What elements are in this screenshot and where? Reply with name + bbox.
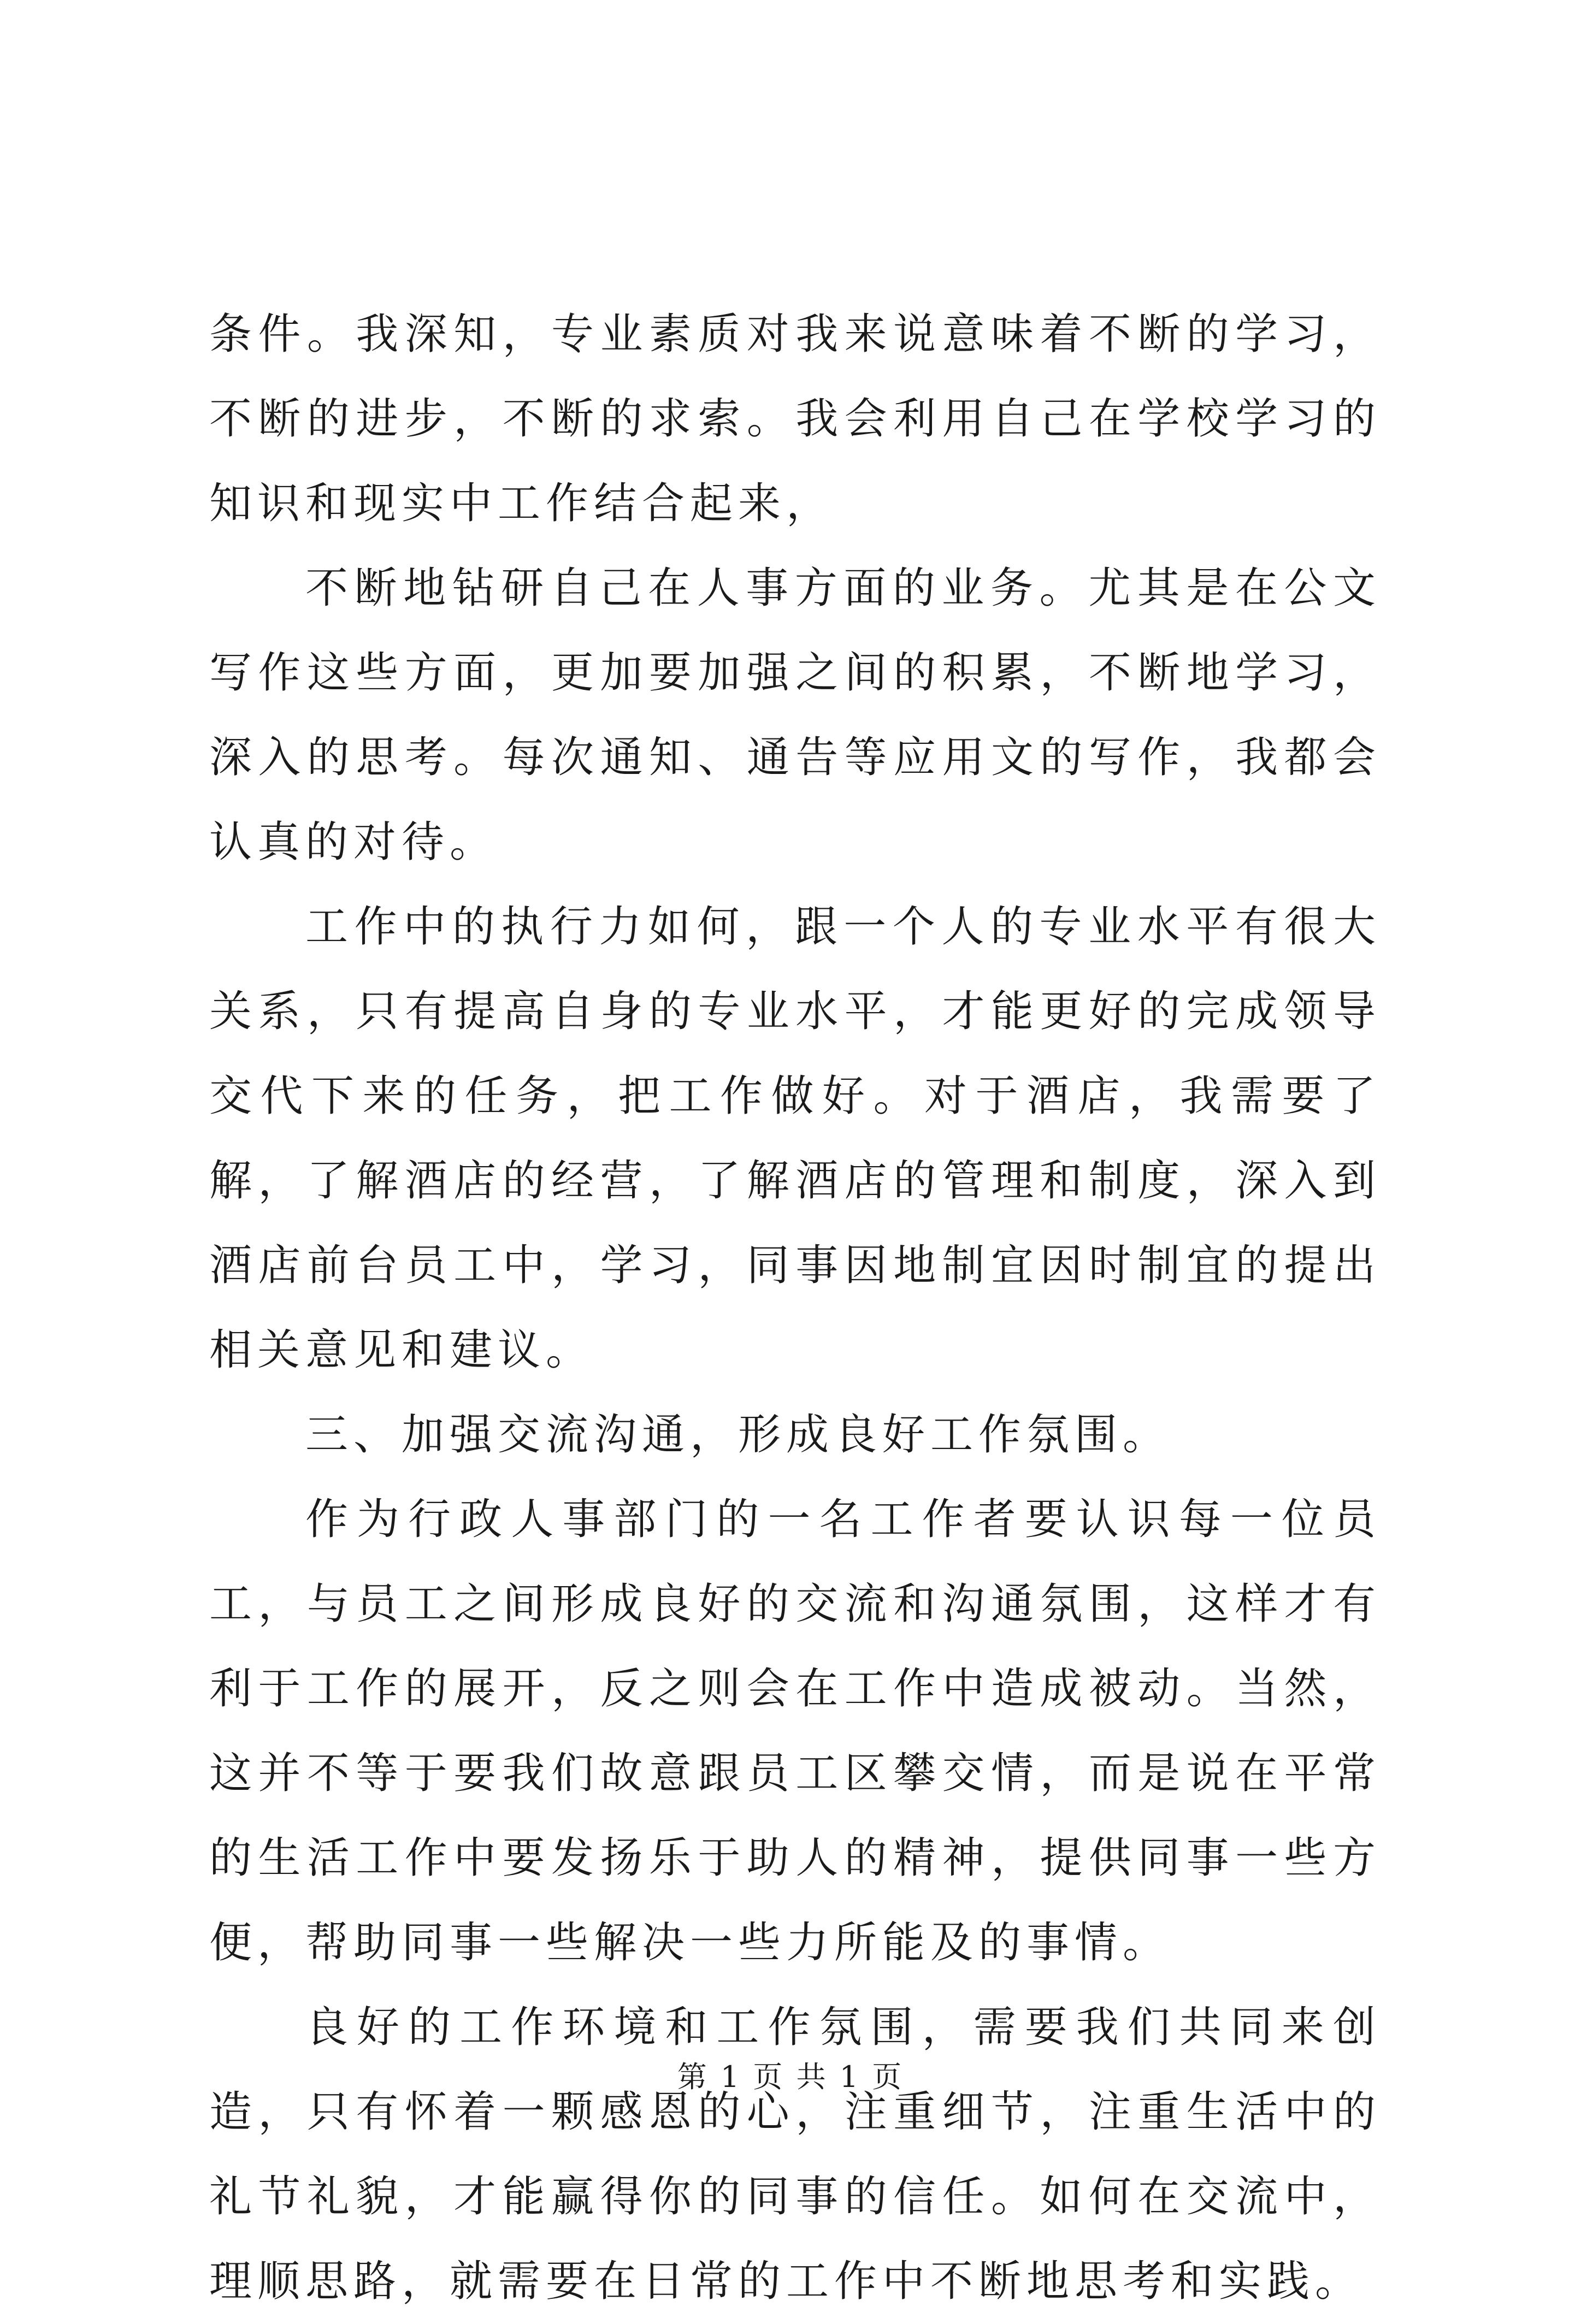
paragraph-3: 工作中的执行力如何，跟一个人的专业水平有很大关系，只有提高自身的专业水平，才能更好的完成领导交代下来的任务，把工作做好。对于酒店，我需要了解，了解酒店的经营，了解酒店的管理和制度，深入到酒店前台员工中，学习，同事因地制宜因时制宜的提出相关意见和建议。 — [209, 902, 1381, 1375]
section-heading: 三、加强交流沟通，形成良好工作氛围。 — [305, 1410, 1171, 1459]
paragraph-4: 作为行政人事部门的一名工作者要认识每一位员工，与员工之间形成良好的交流和沟通氛围，这样才有利于工作的展开，反之则会在工作中造成被动。当然，这并不等于要我们故意跟员工区攀交情，而是说在平常的生活工作中要发扬乐于助人的精神，提供同事一些方便，帮助同事一些解决一些力所能及的事情。 — [209, 1495, 1381, 1967]
document-body — [209, 292, 1381, 2324]
paragraph-5: 良好的工作环境和工作氛围，需要我们共同来创造，只有怀着一颗感恩的心，注重细节，注重生活中的礼节礼貌，才能赢得你的同事的信任。如何在交流中，理顺思路，就需要在日常的工作中不断地思考和实践。 — [209, 2003, 1381, 2306]
page-footer: 第 1 页 共 1 页 — [677, 2060, 904, 2094]
paragraph-1: 条件。我深知，专业素质对我来说意味着不断的学习，不断的进步，不断的求索。我会利用自己在学校学习的知识和现实中工作结合起来， — [209, 310, 1381, 528]
paragraph-2: 不断地钻研自己在人事方面的业务。尤其是在公文写作这些方面，更加要加强之间的积累，不断地学习，深入的思考。每次通知、通告等应用文的写作，我都会认真的对待。 — [209, 564, 1381, 867]
